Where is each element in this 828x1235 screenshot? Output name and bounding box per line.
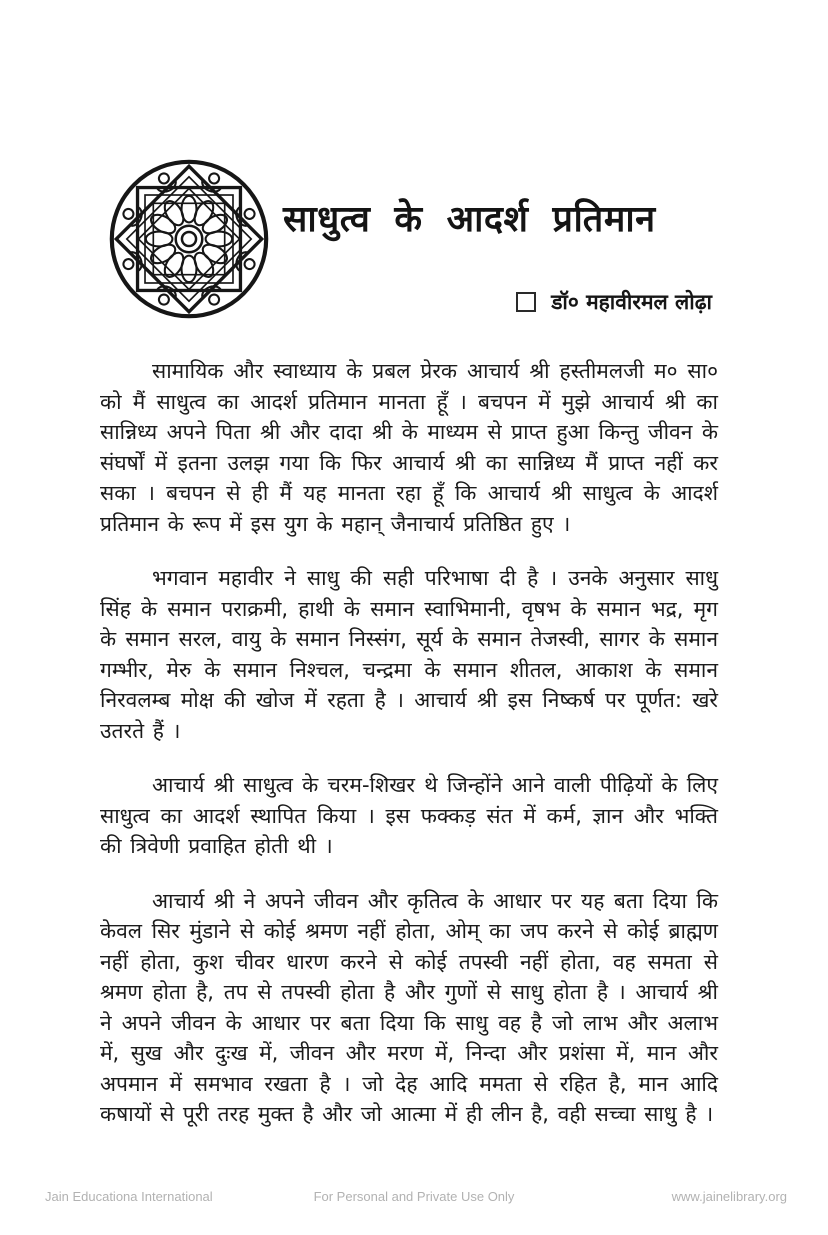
byline xyxy=(516,288,712,316)
scan-footer xyxy=(0,1189,828,1205)
footer-publisher: Jain Educationa International xyxy=(45,1189,213,1204)
footer-website: www.jainelibrary.org xyxy=(671,1189,787,1204)
mandala-ornament xyxy=(104,156,274,322)
author-name: डॉ० महावीरमल लोढ़ा xyxy=(551,290,712,314)
page-title: साधुत्व के आदर्श प्रतिमान xyxy=(283,199,656,240)
paragraph: आचार्य श्री ने अपने जीवन और कृतित्व के आधार पर यह बता दिया कि केवल सिर मुंडाने से कोई श्रमण नहीं होता, ओम् का जप करने से कोई ब्राह्मण नहीं होता, कुश चीवर धारण करने से कोई तपस्वी नहीं होता, वह समता से श्रमण होता है, तप से तपस्वी होता है और गुणों से साधु होता है । आचार्य श्री ने अपने जीवन के आधार पर बता दिया कि साधु वह है जो लाभ और अलाभ में, सुख और दुःख में, जीवन और मरण में, निन्दा और प्रशंसा में, मान और अपमान में समभाव रखता है । जो देह आदि ममता से रहित है, मान आदि कषायों से पूरी तरह मुक्त है और जो आत्मा में ही लीन है, वही सच्चा साधु है । xyxy=(100,888,718,1126)
article-body xyxy=(100,356,718,1154)
paragraph: भगवान महावीर ने साधु की सही परिभाषा दी है । उनके अनुसार साधु सिंह के समान पराक्रमी, हाथी के समान स्वाभिमानी, वृषभ के समान भद्र, मृग के समान सरल, वायु के समान निस्संग, सूर्य के समान तेजस्वी, सागर के समान गम्भीर, मेरु के समान निश्चल, चन्द्रमा के समान शीतल, आकाश के समान निरवलम्ब मोक्ष की खोज में रहता है । आचार्य श्री इस निष्कर्ष पर पूर्णत: खरे उतरते हैं । xyxy=(100,566,718,743)
paragraph: सामायिक और स्वाध्याय के प्रबल प्रेरक आचार्य श्री हस्तीमलजी म० सा० को मैं साधुत्व का आदर्श प्रतिमान मानता हूँ । बचपन में मुझे आचार्य श्री का सान्निध्य अपने पिता श्री और दादा श्री के माध्यम से प्राप्त हुआ किन्तु जीवन के संघर्षों में इतना उलझ गया कि फिर आचार्य श्री का सान्निध्य मैं प्राप्त नहीं कर सका । बचपन से ही मैं यह मानता रहा हूँ कि आचार्य श्री साधुत्व के आदर्श प्रतिमान के रूप में इस युग के महान् जैनाचार्य प्रतिष्ठित हुए । xyxy=(100,359,718,536)
square-outline-icon xyxy=(516,292,536,312)
footer-usage-note: For Personal and Private Use Only xyxy=(313,1189,515,1204)
paragraph: आचार्य श्री साधुत्व के चरम-शिखर थे जिन्होंने आने वाली पीढ़ियों के लिए साधुत्व का आदर्श स्थापित किया । इस फक्कड़ संत में कर्म, ज्ञान और भक्ति की त्रिवेणी प्रवाहित होती थी । xyxy=(100,773,718,858)
mandala-rosette-icon xyxy=(104,156,274,322)
